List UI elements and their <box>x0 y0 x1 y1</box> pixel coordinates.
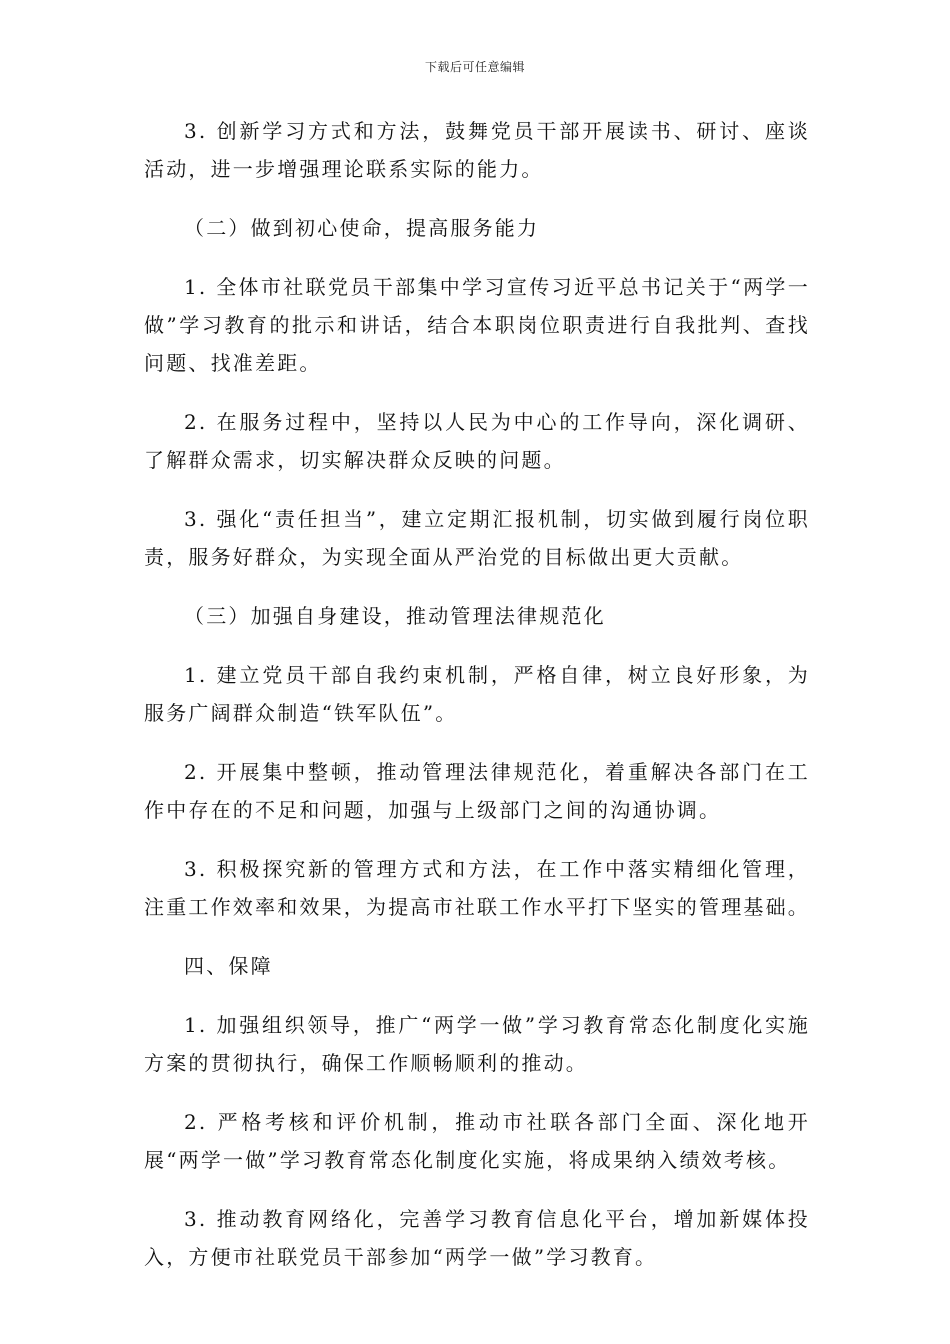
paragraph-rectification: 2. 开展集中整顿，推动管理法律规范化，着重解决各部门在工作中存在的不足和问题，加强与上级部门之间的沟通协调。 <box>144 760 810 822</box>
section-heading-guarantee: 四、保障 <box>184 954 273 978</box>
paragraph-responsibility: 3. 强化“责任担当”，建立定期汇报机制，切实做到履行岗位职责，服务好群众，为实现全面从严治党的目标做出更大贡献。 <box>144 507 810 569</box>
section-heading-self-building: （三）加强自身建设，推动管理法律规范化 <box>184 604 606 628</box>
section-heading-service: （二）做到初心使命，提高服务能力 <box>184 216 540 240</box>
page-header-note: 下载后可任意编辑 <box>424 60 525 74</box>
paragraph-study-methods: 3. 创新学习方式和方法，鼓舞党员干部开展读书、研讨、座谈活动，进一步增强理论联系实际的能力。 <box>144 119 810 181</box>
paragraph-self-discipline: 1. 建立党员干部自我约束机制，严格自律，树立良好形象，为服务广阔群众制造“铁军队伍”。 <box>144 663 810 725</box>
document-body <box>144 112 810 1297</box>
paragraph-assessment: 2. 严格考核和评价机制，推动市社联各部门全面、深化地开展“两学一做”学习教育常态化制度化实施，将成果纳入绩效考核。 <box>144 1110 810 1172</box>
paragraph-service-process: 2. 在服务过程中，坚持以人民为中心的工作导向，深化调研、了解群众需求，切实解决群众反映的问题。 <box>144 410 810 472</box>
paragraph-networking: 3. 推动教育网络化，完善学习教育信息化平台，增加新媒体投入，方便市社联党员干部参加“两学一做”学习教育。 <box>144 1207 810 1269</box>
paragraph-leadership: 1. 加强组织领导，推广“两学一做”学习教育常态化制度化实施方案的贯彻执行，确保工作顺畅顺利的推动。 <box>144 1013 810 1075</box>
paragraph-management-methods: 3. 积极探究新的管理方式和方法，在工作中落实精细化管理，注重工作效率和效果，为提高市社联工作水平打下坚实的管理基础。 <box>144 857 810 919</box>
paragraph-collective-study: 1. 全体市社联党员干部集中学习宣传习近平总书记关于“两学一做”学习教育的批示和讲话，结合本职岗位职责进行自我批判、查找问题、找准差距。 <box>144 275 810 375</box>
